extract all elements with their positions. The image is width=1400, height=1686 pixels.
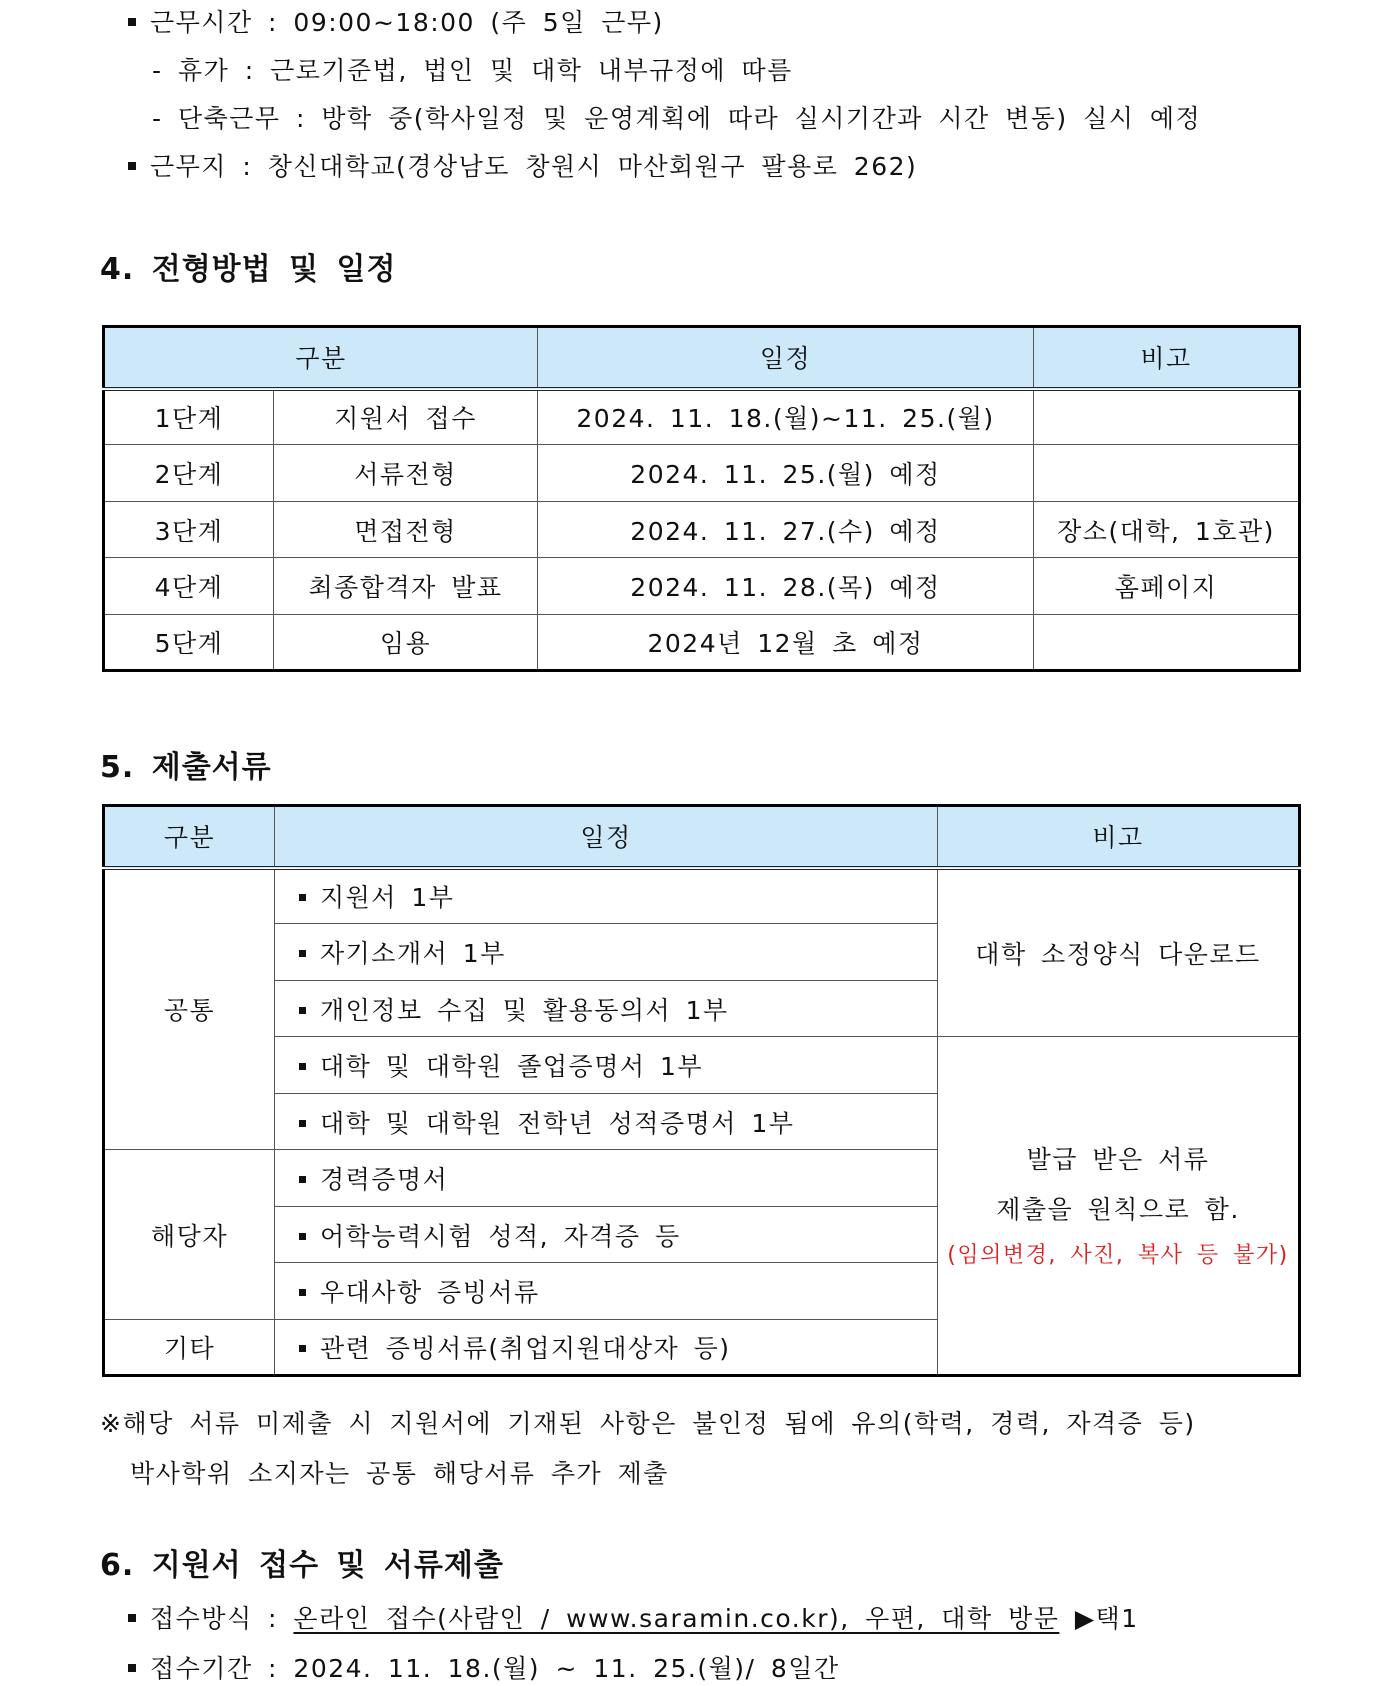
doc-item-text: 자기소개서 1부 <box>320 939 506 968</box>
table-row <box>104 615 1300 671</box>
bullet-icon <box>299 1063 306 1070</box>
bullet-icon <box>299 1233 306 1240</box>
header-note: 비고 <box>938 806 1300 868</box>
table-row <box>104 445 1300 502</box>
group-applicable-cell: 해당자 <box>104 1150 275 1320</box>
stage-cell: 2단계 <box>104 445 274 502</box>
note-cell <box>1034 445 1300 502</box>
schedule-table <box>102 325 1301 672</box>
download-note-cell: 대학 소정양식 다운로드 <box>938 868 1300 1037</box>
bullet-icon <box>299 894 306 901</box>
workplace-text: 근무지 : 창신대학교(경상남도 창원시 마산회원구 팔용로 262) <box>150 152 918 181</box>
schedule-header-row <box>104 327 1300 389</box>
bullet-icon <box>299 1120 306 1127</box>
doc-item-text: 어학능력시험 성적, 자격증 등 <box>320 1221 681 1251</box>
group-common-cell: 공통 <box>104 868 275 1150</box>
doc-item-text: 관련 증빙서류(취업지원대상자 등) <box>320 1334 731 1363</box>
table-row <box>104 558 1300 615</box>
bullet-icon <box>299 1176 306 1183</box>
documents-table <box>102 804 1301 1377</box>
doc-item-cell <box>275 1094 938 1150</box>
stage-name-cell: 서류전형 <box>274 445 538 502</box>
issued-note-line2: 제출을 원칙으로 함. <box>996 1194 1240 1224</box>
doc-item-cell <box>275 1320 938 1376</box>
method-value: 온라인 접수(사람인 / www.saramin.co.kr), 우편, 대학 방문 <box>293 1604 1060 1633</box>
stage-name-cell: 지원서 접수 <box>274 389 538 445</box>
table-row <box>104 502 1300 558</box>
bullet-icon <box>128 18 136 26</box>
footnote-doctorate: 박사학위 소지자는 공통 해당서류 추가 제출 <box>130 1459 669 1488</box>
doc-item-text: 지원서 1부 <box>320 883 455 913</box>
method-label: 접수방식 : <box>150 1604 294 1633</box>
date-cell: 2024. 11. 18.(월)~11. 25.(월) <box>538 389 1034 445</box>
note-cell <box>1034 615 1300 671</box>
section6-title: 6. 지원서 접수 및 서류제출 <box>100 1548 504 1583</box>
table-row <box>104 389 1300 445</box>
stage-cell: 5단계 <box>104 615 274 671</box>
doc-item-text: 대학 및 대학원 졸업증명서 1부 <box>320 1052 703 1081</box>
footnote-warning: ※해당 서류 미제출 시 지원서에 기재된 사항은 불인정 됨에 유의(학력, 경력, 자격증 등) <box>100 1409 1196 1438</box>
date-cell: 2024. 11. 25.(월) 예정 <box>538 445 1034 502</box>
section4-title: 4. 전형방법 및 일정 <box>100 252 397 287</box>
stage-name-cell: 면접전형 <box>274 502 538 558</box>
bullet-icon <box>299 1007 306 1014</box>
issued-note-warning: (임의변경, 사진, 복사 등 불가) <box>947 1242 1289 1268</box>
issued-note-cell <box>938 1037 1300 1376</box>
work-hours-text: 근무시간 : 09:00~18:00 (주 5일 근무) <box>150 8 664 37</box>
period-text: 접수기간 : 2024. 11. 18.(월) ~ 11. 25.(월)/ 8일간 <box>150 1654 840 1683</box>
bullet-icon <box>128 1614 136 1622</box>
short-work-line: - 단축근무 : 방학 중(학사일정 및 운영계획에 따라 실시기간과 시간 변동) 실시 예정 <box>152 104 1202 133</box>
doc-item-text: 대학 및 대학원 전학년 성적증명서 1부 <box>320 1108 795 1138</box>
header-schedule: 일정 <box>538 327 1034 389</box>
stage-name-cell: 임용 <box>274 615 538 671</box>
doc-item-text: 우대사항 증빙서류 <box>320 1278 540 1307</box>
stage-cell: 1단계 <box>104 389 274 445</box>
workplace-line <box>128 150 917 184</box>
bullet-icon <box>128 162 136 170</box>
bullet-icon <box>299 1345 306 1352</box>
bullet-icon <box>299 1289 306 1296</box>
header-category: 구분 <box>104 327 538 389</box>
bullet-icon <box>128 1664 136 1672</box>
doc-item-cell <box>275 924 938 981</box>
header-note: 비고 <box>1034 327 1300 389</box>
work-hours-line <box>128 6 664 40</box>
stage-name-cell: 최종합격자 발표 <box>274 558 538 615</box>
issued-note-line1: 발급 받은 서류 <box>1026 1144 1210 1174</box>
documents-header-row <box>104 806 1300 868</box>
note-cell: 장소(대학, 1호관) <box>1034 502 1300 558</box>
doc-item-cell <box>275 1207 938 1263</box>
doc-item-cell <box>275 981 938 1037</box>
stage-cell: 3단계 <box>104 502 274 558</box>
group-other-cell: 기타 <box>104 1320 275 1376</box>
method-suffix: ▶택1 <box>1074 1604 1139 1633</box>
doc-item-cell <box>275 1150 938 1207</box>
doc-item-text: 경력증명서 <box>320 1165 449 1194</box>
note-cell <box>1034 389 1300 445</box>
doc-item-cell <box>275 1263 938 1320</box>
header-schedule: 일정 <box>275 806 938 868</box>
vacation-line: - 휴가 : 근로기준법, 법인 및 대학 내부규정에 따름 <box>152 56 793 85</box>
method-line <box>128 1602 1139 1636</box>
date-cell: 2024년 12월 초 예정 <box>538 615 1034 671</box>
date-cell: 2024. 11. 28.(목) 예정 <box>538 558 1034 615</box>
header-category: 구분 <box>104 806 275 868</box>
doc-item-cell <box>275 868 938 924</box>
period-line <box>128 1652 840 1686</box>
doc-item-text: 개인정보 수집 및 활용동의서 1부 <box>320 995 729 1025</box>
bullet-icon <box>299 950 306 957</box>
doc-item-cell <box>275 1037 938 1094</box>
table-row <box>104 1037 1300 1094</box>
date-cell: 2024. 11. 27.(수) 예정 <box>538 502 1034 558</box>
section5-title: 5. 제출서류 <box>100 750 272 785</box>
table-row <box>104 868 1300 924</box>
stage-cell: 4단계 <box>104 558 274 615</box>
note-cell: 홈페이지 <box>1034 558 1300 615</box>
